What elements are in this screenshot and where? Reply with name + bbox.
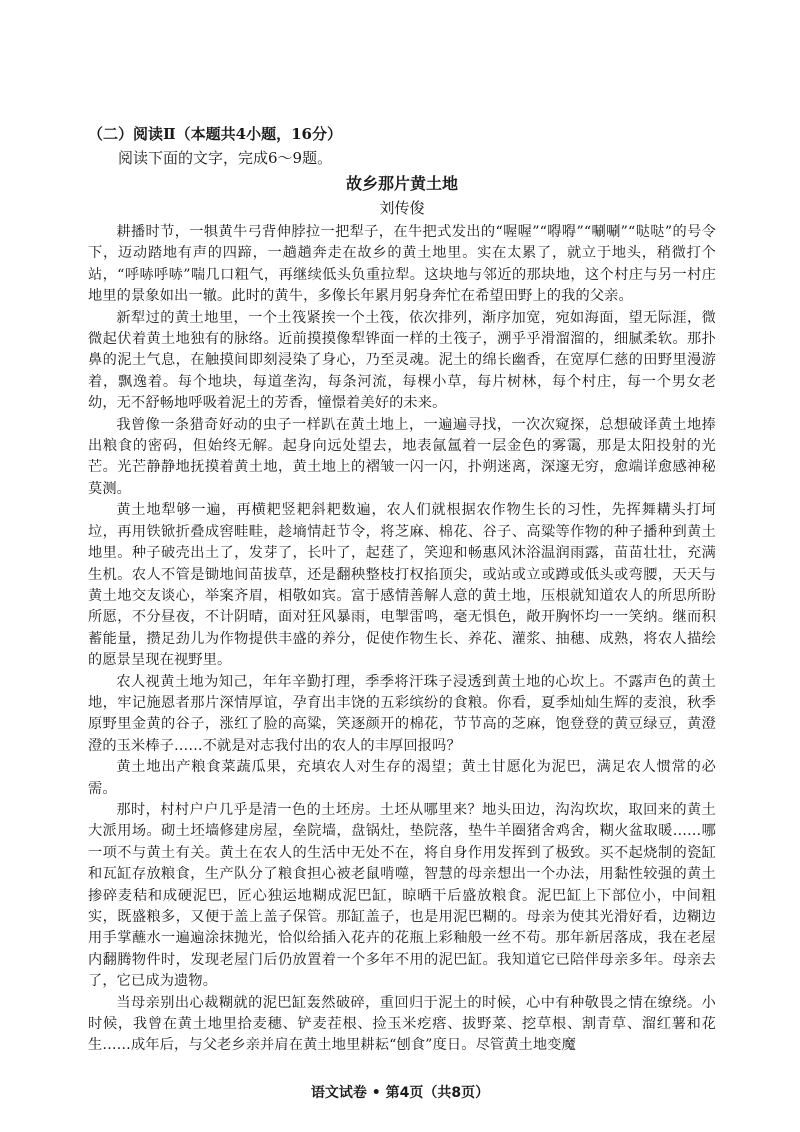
article-body (88, 222, 716, 1057)
article-author: 刘传俊 (379, 199, 425, 217)
reading-instruction: 阅读下面的文字，完成6～9题。 (118, 149, 333, 167)
exam-page (88, 122, 716, 1057)
article-title: 故乡那片黄土地 (345, 174, 458, 193)
paragraph: 耕播时节，一犋黄牛弓背伸脖拉一把犁子，在牛把式发出的“喔喔”“嘚嘚”“唰唰”“哒哒”的号令下，迈动踏地有声的四蹄，一趟趟奔走在故乡的黄土地里。实在太累了，就立于地头，稍微打个站，“呼哧呼哧”喘几口粗气，再继续低头负重拉犁。这块地与邻近的那块地，这个村庄与另一村庄地里的景象如出一辙。此时的黄牛，多像长年累月躬身奔忙在希望田野上的我的父亲。 (88, 224, 716, 305)
paragraph: 新犁过的黄土地里，一个土筏紧挨一个土筏，依次排列，渐序加宽，宛如海面，望无际涯，微微起伏着黄土地独有的脉络。近前摸摸像犁铧面一样的土筏子，溯乎乎滑溜溜的，细腻柔软。那扑鼻的泥土气息，在触摸间即刻浸染了身心，乃至灵魂。泥土的绵长幽香，在宽厚仁慈的田野里漫游着，飘逸着。每个地块，每道垄沟，每条河流，每棵小草，每片树林，每个村庄，每一个男女老幼，无不舒畅地呼吸着泥土的芳香，憧憬着美好的未来。 (88, 309, 716, 412)
paragraph: 我曾像一条猎奇好动的虫子一样趴在黄土地上，一遍遍寻找，一次次窥探，总想破译黄土地捧出粮食的密码，但始终无解。起身向远处望去，地表氤氲着一层金色的雾霭，那是太阳投射的光芒。光芒静静地抚摸着黄土地，黄土地上的褶皱一闪一闪，扑朔迷离，深邃无穷，愈端详愈感神秘莫测。 (88, 416, 716, 497)
paragraph: 农人视黄土地为知己，年年辛勤打理，季季将汗珠子浸透到黄土地的心坎上。不露声色的黄土地，牢记施恩者那片深情厚谊，孕育出丰饶的五彩缤纷的食粮。你看，夏季灿灿生辉的麦浪，秋季原野里金黄的谷子，涨红了脸的高粱，笑逐颜开的棉花，节节高的芝麻，饱登登的黄豆绿豆，黄澄澄的玉米棒子……不就是对志我付出的农人的丰厚回报吗？ (88, 673, 716, 754)
paragraph: 那时，村村户户几乎是清一色的土坯房。土坯从哪里来？地头田边，沟沟坎坎，取回来的黄土大派用场。砌土坯墙修建房屋，垒院墙，盘锅灶，垫院落，垫牛羊圈猪舍鸡舍，糊火盆取暖……哪一项不与黄土有关。黄土在农人的生活中无处不在，将自身作用发挥到了极致。买不起烧制的瓷缸和瓦缸存放粮食，生产队分了粮食担心被老鼠啃噬，智慧的母亲想出一个办法，用黏性较强的黄土掺碎麦秸和成硬泥巴，匠心独运地糊成泥巴缸，晾晒干后盛放粮食。泥巴缸上下部位小，中间粗实，既盛粮多，又便于盖上盖子保管。那缸盖子，也是用泥巴糊的。母亲为使其光滑好看，边糊边用手掌蘸水一遍遍涂抹抛光，恰似给插入花卉的花瓶上彩釉般一丝不苟。那年新居落成，我在老屋内翻腾物件时，发现老屋门后仍放置着一个多年不用的泥巴缸。我知道它已陪伴母亲多年。母亲去了，它已成为遗物。 (88, 801, 716, 990)
paragraph: 当母亲别出心裁糊就的泥巴缸轰然破碎，重回归于泥土的时候，心中有种敬畏之情在缭绕。小时候，我曾在黄土地里拾麦穗、铲麦茬根、捡玉米疙瘩、拔野菜、挖草根、割青草、溜红薯和花生……成年后，与父老乡亲并肩在黄土地里耕耘“刨食”度日。尽管黄土地变魔 (88, 994, 716, 1054)
page-footer: 语文试卷 • 第4页（共8页） (310, 1085, 490, 1101)
paragraph: 黄土地犁够一遍，再横耙竖耙斜耙数遍，农人们就根据农作物生长的习性，先挥舞耩头打坷垃，再用铁锨折叠成窖畦畦，趁墒情赶节令，将芝麻、棉花、谷子、高粱等作物的种子播种到黄土地里。种子破壳出土了，发芽了，长叶了，起莛了，笑迎和畅惠风沐浴温润雨露，苗苗壮壮，充满生机。农人不管是锄地间苗拔草，还是翻秧整枝打权掐顶尖，或站或立或蹲或低头或弯腰，天天与黄土地交友谈心，举案齐眉，相敬如宾。富于感情善解人意的黄土地，压根就知道农人的所思所盼所愿，不分昼夜，不计阴晴，面对狂风暴雨，电掣雷鸣，毫无惧色，敞开胸怀均一一笑纳。继而积蓄能量，攒足劲儿为作物提供丰盛的养分，促使作物生长、养花、灌浆、抽穗、成熟，将农人描绘的愿景呈现在视野里。 (88, 502, 716, 669)
paragraph: 黄土地出产粮食菜蔬瓜果，充填农人对生存的渴望；黄土甘愿化为泥巴，满足农人惯常的必需。 (88, 759, 716, 797)
section-heading: （二）阅读Ⅱ（本题共4小题，16分） (88, 125, 342, 143)
